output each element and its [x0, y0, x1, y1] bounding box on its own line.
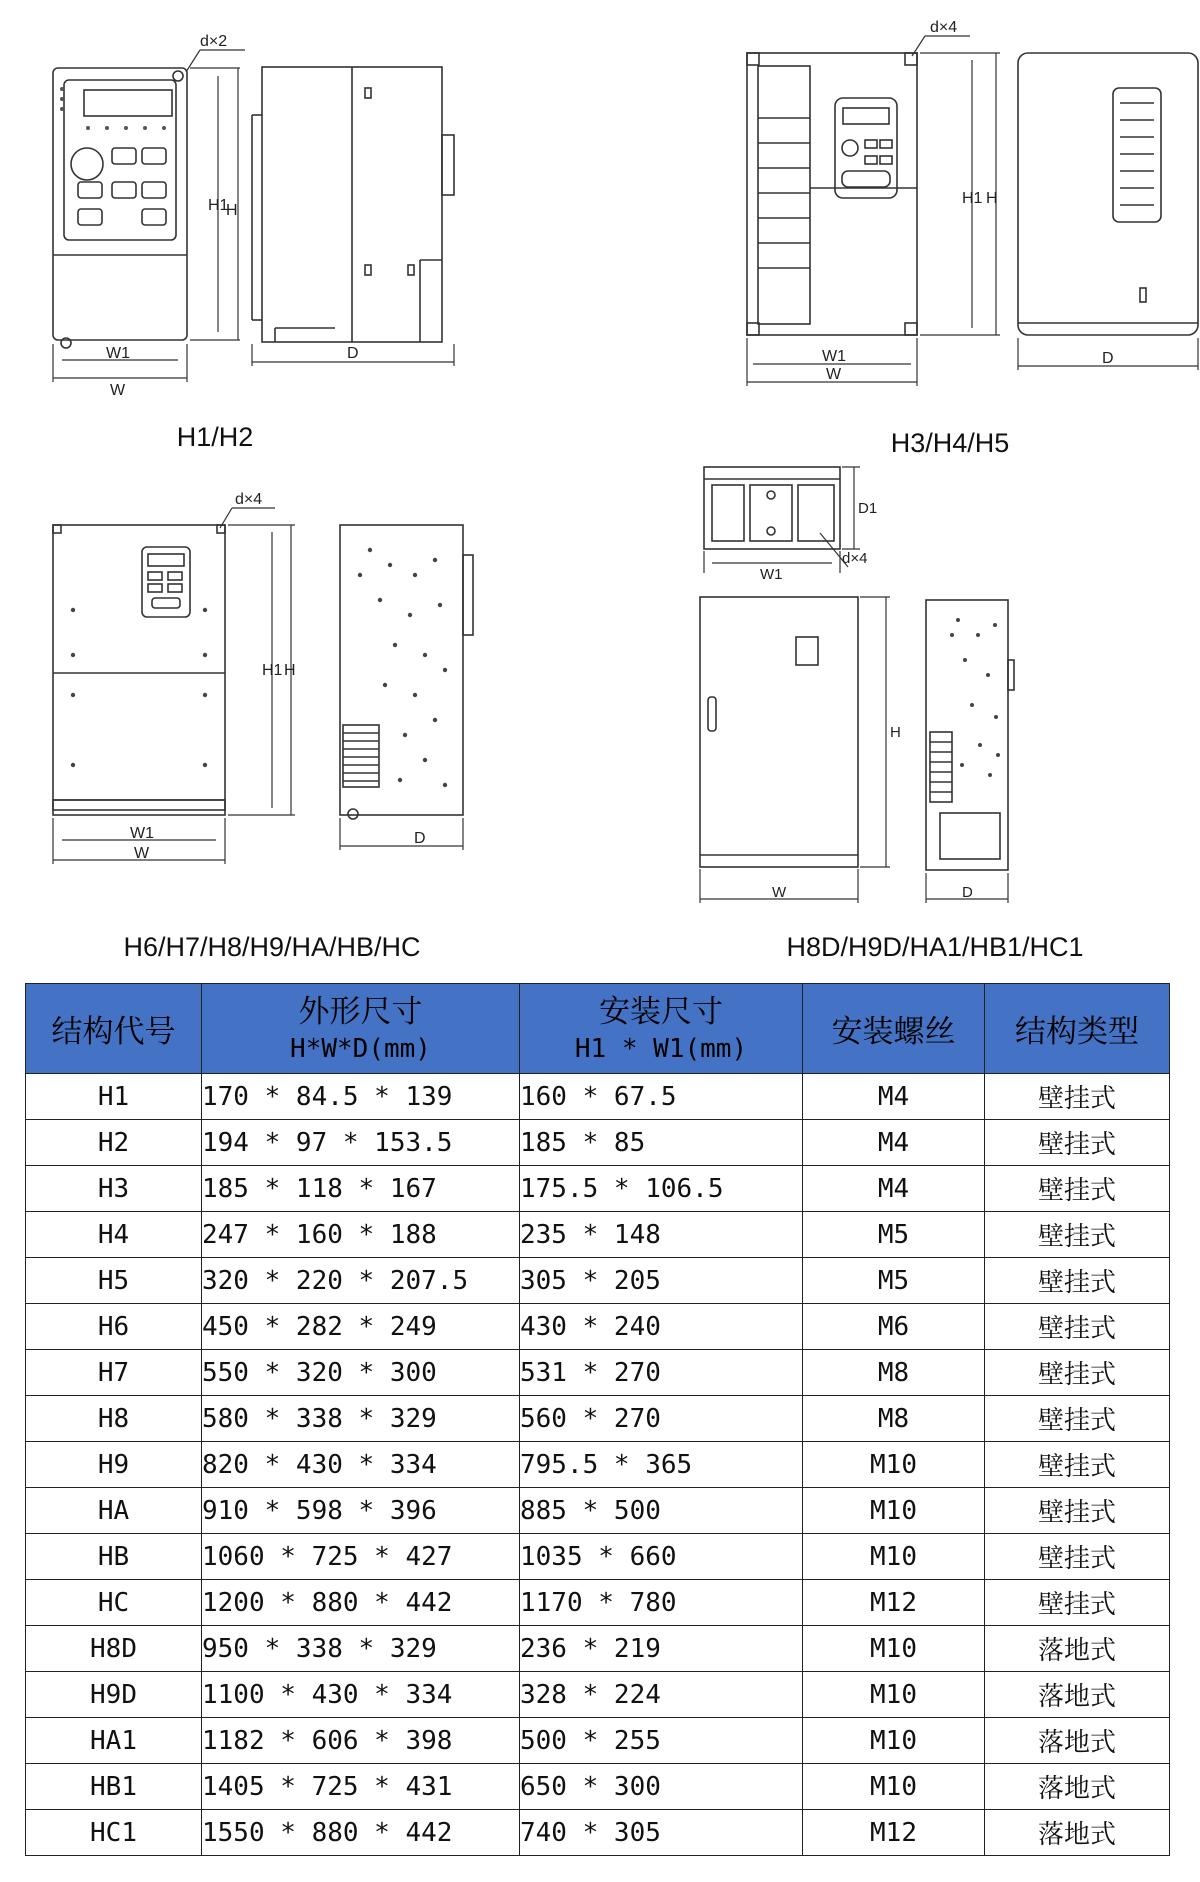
cell-screw: M4	[803, 1074, 985, 1120]
cell-size: 170 * 84.5 * 139	[202, 1074, 520, 1120]
cell-code: H4	[26, 1212, 202, 1258]
cell-type: 壁挂式	[985, 1258, 1170, 1304]
cell-screw: M6	[803, 1304, 985, 1350]
cell-type: 壁挂式	[985, 1166, 1170, 1212]
h6hc-label-depth: D	[414, 830, 426, 847]
cell-type: 壁挂式	[985, 1350, 1170, 1396]
h8dhc1-label-w: W	[772, 884, 787, 901]
h8dhc1-label-d1: D1	[858, 500, 878, 517]
cell-mount: 160 * 67.5	[520, 1074, 803, 1120]
table-row	[26, 1396, 1170, 1442]
cell-screw: M8	[803, 1350, 985, 1396]
cell-code: H7	[26, 1350, 202, 1396]
caption-h1-h2: H1/H2	[176, 422, 254, 452]
h1h2-knob	[71, 148, 103, 180]
caption-h3-h5: H3/H4/H5	[890, 428, 1010, 458]
cell-size: 580 * 338 * 329	[202, 1396, 520, 1442]
cell-screw: M12	[803, 1580, 985, 1626]
h8dhc1-cabinet-side	[926, 600, 1008, 870]
cell-type: 壁挂式	[985, 1580, 1170, 1626]
cell-size: 1200 * 880 * 442	[202, 1580, 520, 1626]
cell-size: 1182 * 606 * 398	[202, 1718, 520, 1764]
cell-code: HB1	[26, 1764, 202, 1810]
cell-size: 247 * 160 * 188	[202, 1212, 520, 1258]
cell-mount: 740 * 305	[520, 1810, 803, 1856]
header-mount-screw: 安装螺丝	[803, 984, 985, 1074]
cell-screw: M10	[803, 1672, 985, 1718]
cell-size: 550 * 320 * 300	[202, 1350, 520, 1396]
header-outline-size	[202, 984, 520, 1074]
cell-type: 落地式	[985, 1718, 1170, 1764]
cell-type: 落地式	[985, 1810, 1170, 1856]
cell-type: 落地式	[985, 1672, 1170, 1718]
cell-code: HA	[26, 1488, 202, 1534]
table-row	[26, 1074, 1170, 1120]
cell-code: H3	[26, 1166, 202, 1212]
cell-screw: M4	[803, 1166, 985, 1212]
cell-mount: 236 * 219	[520, 1626, 803, 1672]
cell-code: H1	[26, 1074, 202, 1120]
table-row	[26, 1350, 1170, 1396]
cell-size: 910 * 598 * 396	[202, 1488, 520, 1534]
table-row	[26, 1304, 1170, 1350]
h8dhc1-label-h: H	[890, 724, 901, 741]
h3h5-side-body	[1018, 53, 1198, 335]
cell-screw: M5	[803, 1258, 985, 1304]
cell-size: 194 * 97 * 153.5	[202, 1120, 520, 1166]
cell-code: H5	[26, 1258, 202, 1304]
cell-type: 壁挂式	[985, 1442, 1170, 1488]
table-row	[26, 1166, 1170, 1212]
cell-screw: M10	[803, 1442, 985, 1488]
cell-screw: M5	[803, 1212, 985, 1258]
h8dhc1-label-d: d×4	[842, 550, 868, 567]
cell-mount: 885 * 500	[520, 1488, 803, 1534]
table-row	[26, 1212, 1170, 1258]
h8dhc1-cabinet-front	[700, 597, 858, 867]
table-header-row	[26, 984, 1170, 1074]
cell-code: H2	[26, 1120, 202, 1166]
h8dhc1-label-w1: W1	[760, 566, 783, 583]
cell-mount: 1170 * 780	[520, 1580, 803, 1626]
figure-h6-hc-drawing	[40, 480, 520, 870]
cell-code: HC1	[26, 1810, 202, 1856]
h6hc-label-w1: W1	[130, 825, 154, 842]
cell-mount: 175.5 * 106.5	[520, 1166, 803, 1212]
cell-mount: 328 * 224	[520, 1672, 803, 1718]
h1h2-front-body	[53, 68, 187, 340]
h1h2-label-h1: H1	[208, 197, 229, 214]
cell-size: 1060 * 725 * 427	[202, 1534, 520, 1580]
h6hc-keypad	[142, 547, 190, 617]
cell-mount: 500 * 255	[520, 1718, 803, 1764]
header-outline-size-title: 外形尺寸	[298, 993, 423, 1030]
cell-mount: 430 * 240	[520, 1304, 803, 1350]
h1h2-label-w: W	[110, 382, 126, 399]
h3h5-side-vents	[1113, 88, 1161, 222]
figure-h1-h2-drawing	[40, 10, 510, 400]
h3h5-label-h1: H1	[962, 190, 983, 207]
cell-mount: 560 * 270	[520, 1396, 803, 1442]
cell-type: 壁挂式	[985, 1488, 1170, 1534]
h3h5-label-d: d×4	[930, 19, 958, 36]
header-structure-code: 结构代号	[26, 984, 202, 1074]
table-row	[26, 1580, 1170, 1626]
cell-code: H9	[26, 1442, 202, 1488]
cell-mount: 795.5 * 365	[520, 1442, 803, 1488]
cell-code: HC	[26, 1580, 202, 1626]
figure-h8d-hc1-drawing	[690, 455, 1150, 915]
cell-size: 320 * 220 * 207.5	[202, 1258, 520, 1304]
cell-mount: 650 * 300	[520, 1764, 803, 1810]
table-row	[26, 1120, 1170, 1166]
table-row	[26, 1672, 1170, 1718]
header-structure-type: 结构类型	[985, 984, 1170, 1074]
cell-size: 185 * 118 * 167	[202, 1166, 520, 1212]
cell-type: 落地式	[985, 1626, 1170, 1672]
cell-code: H9D	[26, 1672, 202, 1718]
cell-code: HB	[26, 1534, 202, 1580]
header-mount-size	[520, 984, 803, 1074]
cell-screw: M4	[803, 1120, 985, 1166]
caption-h6-hc: H6/H7/H8/H9/HA/HB/HC	[123, 932, 421, 962]
cell-screw: M10	[803, 1488, 985, 1534]
header-mount-size-title: 安装尺寸	[599, 993, 723, 1030]
cell-type: 壁挂式	[985, 1120, 1170, 1166]
h8dhc1-label-depth: D	[962, 884, 973, 901]
table-row	[26, 1488, 1170, 1534]
cell-screw: M10	[803, 1764, 985, 1810]
cell-code: HA1	[26, 1718, 202, 1764]
cell-size: 1100 * 430 * 334	[202, 1672, 520, 1718]
dimension-spec-table	[25, 983, 1170, 1856]
table-row	[26, 1718, 1170, 1764]
cell-screw: M10	[803, 1626, 985, 1672]
cell-code: H8D	[26, 1626, 202, 1672]
cell-type: 壁挂式	[985, 1396, 1170, 1442]
cell-mount: 305 * 205	[520, 1258, 803, 1304]
h6hc-label-d: d×4	[235, 491, 263, 508]
cell-type: 落地式	[985, 1764, 1170, 1810]
h6hc-side-vents	[343, 725, 379, 787]
h6hc-label-h1: H1	[262, 662, 283, 679]
table-row	[26, 1534, 1170, 1580]
cell-screw: M12	[803, 1810, 985, 1856]
cell-mount: 531 * 270	[520, 1350, 803, 1396]
cell-mount: 185 * 85	[520, 1120, 803, 1166]
h1h2-display	[84, 90, 172, 116]
cell-size: 1550 * 880 * 442	[202, 1810, 520, 1856]
h6hc-front-body	[53, 525, 225, 815]
cell-type: 壁挂式	[985, 1304, 1170, 1350]
h1h2-label-depth: D	[347, 345, 359, 362]
cell-size: 450 * 282 * 249	[202, 1304, 520, 1350]
h3h5-label-depth: D	[1102, 350, 1114, 367]
cell-type: 壁挂式	[985, 1074, 1170, 1120]
figure-h3-h5-drawing	[730, 8, 1200, 398]
h6hc-label-w: W	[134, 845, 150, 862]
h6hc-label-h: H	[284, 662, 296, 679]
h3h5-label-w1: W1	[822, 348, 846, 365]
cell-mount: 1035 * 660	[520, 1534, 803, 1580]
cell-size: 1405 * 725 * 431	[202, 1764, 520, 1810]
cell-screw: M10	[803, 1534, 985, 1580]
table-row	[26, 1442, 1170, 1488]
table-row	[26, 1810, 1170, 1856]
table-row	[26, 1258, 1170, 1304]
cell-size: 820 * 430 * 334	[202, 1442, 520, 1488]
cell-type: 壁挂式	[985, 1534, 1170, 1580]
cell-code: H8	[26, 1396, 202, 1442]
cell-screw: M8	[803, 1396, 985, 1442]
h1h2-label-h: H	[226, 202, 238, 219]
cell-mount: 235 * 148	[520, 1212, 803, 1258]
h3h5-label-h: H	[986, 190, 998, 207]
cell-size: 950 * 338 * 329	[202, 1626, 520, 1672]
cell-code: H6	[26, 1304, 202, 1350]
h1h2-label-w1: W1	[106, 345, 130, 362]
table-row	[26, 1764, 1170, 1810]
h3h5-label-w: W	[826, 366, 842, 383]
h1h2-label-d: d×2	[200, 33, 228, 50]
cell-screw: M10	[803, 1718, 985, 1764]
header-mount-size-unit: H1 * W1(mm)	[574, 1033, 748, 1064]
table-row	[26, 1626, 1170, 1672]
cell-type: 壁挂式	[985, 1212, 1170, 1258]
header-outline-size-unit: H*W*D(mm)	[290, 1033, 431, 1064]
caption-h8d-hc1: H8D/H9D/HA1/HB1/HC1	[786, 932, 1084, 962]
h3h5-front-body	[747, 53, 917, 335]
